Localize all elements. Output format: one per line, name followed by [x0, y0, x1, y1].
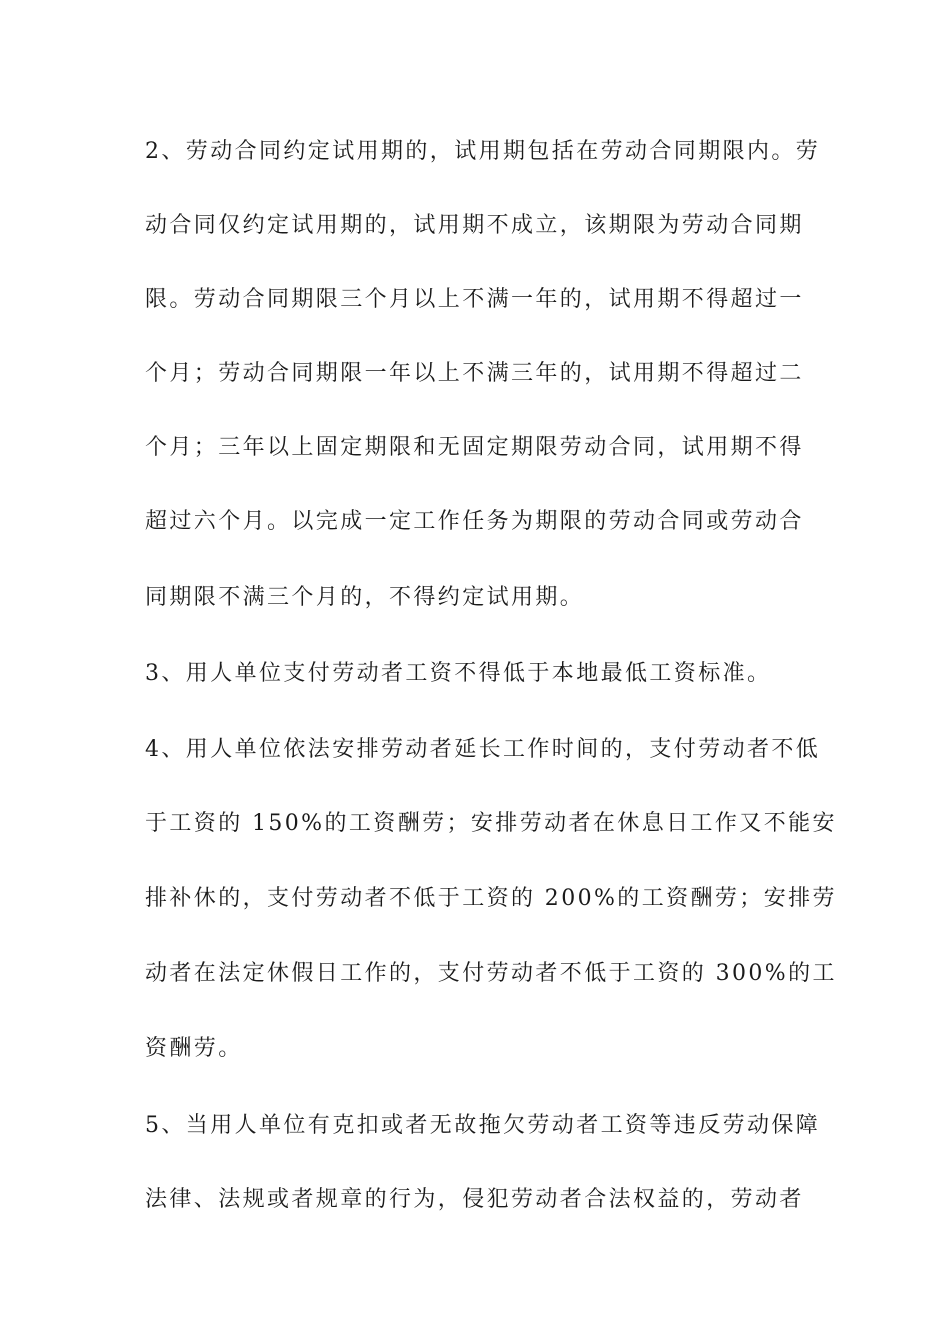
- paragraph-line: 超过六个月。以完成一定工作任务为期限的劳动合同或劳动合: [145, 509, 804, 534]
- paragraph-line: 个月；劳动合同期限一年以上不满三年的，试用期不得超过二: [145, 361, 804, 386]
- paragraph-line: 个月；三年以上固定期限和无固定期限劳动合同，试用期不得: [145, 435, 804, 460]
- paragraph-line: 4、用人单位依法安排劳动者延长工作时间的，支付劳动者不低: [145, 737, 821, 762]
- paragraph-line: 资酬劳。: [145, 1036, 243, 1061]
- paragraph-line: 排补休的，支付劳动者不低于工资的 200%的工资酬劳；安排劳: [145, 886, 837, 911]
- paragraph-line: 动合同仅约定试用期的，试用期不成立，该期限为劳动合同期: [145, 213, 804, 238]
- paragraph-line: 于工资的 150%的工资酬劳；安排劳动者在休息日工作又不能安: [145, 811, 837, 836]
- paragraph-line: 2、劳动合同约定试用期的，试用期包括在劳动合同期限内。劳: [145, 139, 821, 164]
- paragraph-line: 法律、法规或者规章的行为，侵犯劳动者合法权益的，劳动者: [145, 1187, 804, 1212]
- paragraph-line: 限。劳动合同期限三个月以上不满一年的，试用期不得超过一: [145, 287, 804, 312]
- paragraph-line: 3、用人单位支付劳动者工资不得低于本地最低工资标准。: [145, 661, 772, 686]
- paragraph-line: 同期限不满三个月的，不得约定试用期。: [145, 585, 585, 610]
- paragraph-line: 动者在法定休假日工作的，支付劳动者不低于工资的 300%的工: [145, 961, 837, 986]
- paragraph-line: 5、当用人单位有克扣或者无故拖欠劳动者工资等违反劳动保障: [145, 1113, 821, 1138]
